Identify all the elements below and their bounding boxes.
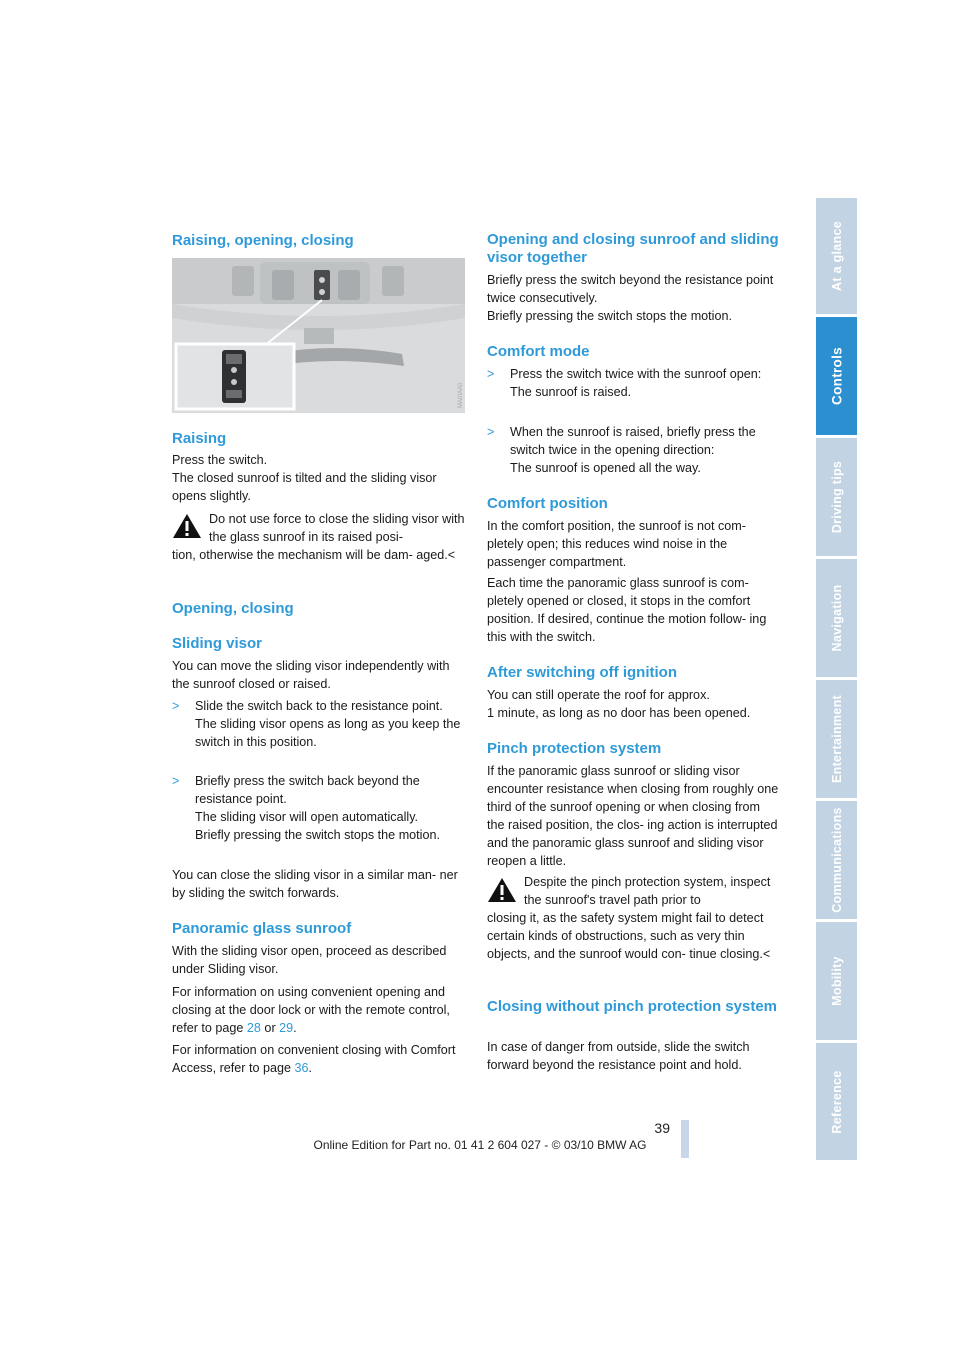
list-item-text: Slide the switch back to the resistance point. The sliding visor opens as long as you keep the switch in this position. xyxy=(195,699,461,749)
warning-pinch-protection xyxy=(487,873,779,963)
sliding-visor-intro: You can move the sliding visor independently with the sunroof closed or raised. xyxy=(172,659,450,691)
sunroof-switch-illustration xyxy=(172,258,465,413)
bullet-marker: > xyxy=(487,367,495,381)
raising-instruction: Press the switch. xyxy=(172,453,268,467)
tab-label: Navigation xyxy=(829,584,844,652)
closing-visor-text: You can close the sliding visor in a similar man- ner by sliding the switch forwards. xyxy=(172,868,458,900)
heading-pinch-protection: Pinch protection system xyxy=(487,740,662,757)
figure-code: MA0IAA0 xyxy=(458,382,464,408)
tab-driving-tips[interactable] xyxy=(816,438,857,556)
after-switching-off-text: You can still operate the roof for approx. 1 minute, as long as no door has been opened. xyxy=(487,688,751,720)
footer-edition: Online Edition for Part no. 01 41 2 604 027 - © 03/10 BMW AG xyxy=(313,1138,647,1152)
heading-closing-without-pinch: Closing without pinch protection system xyxy=(487,998,778,1015)
period: . xyxy=(308,1061,313,1075)
raising-description: The closed sunroof is tilted and the sliding visor opens slightly. xyxy=(172,471,437,503)
tab-at-a-glance[interactable] xyxy=(816,198,857,314)
warning-text-first: Despite the pinch protection system, inspect the sunroof's travel path prior to xyxy=(524,875,771,907)
together-text-2: Briefly pressing the switch stops the motion. xyxy=(487,309,732,323)
heading-comfort-position: Comfort position xyxy=(487,495,608,512)
list-item-text: Press the switch twice with the sunroof open: The sunroof is raised. xyxy=(510,367,762,399)
chapter-tabs xyxy=(816,198,857,1160)
warning-text-rest: tion, otherwise the mechanism will be dam- aged. xyxy=(172,548,448,562)
heading-comfort-mode: Comfort mode xyxy=(487,343,590,360)
heading-opening-closing-together: Opening and closing sunroof and sliding visor together xyxy=(487,231,779,266)
heading-panoramic-glass-sunroof: Panoramic glass sunroof xyxy=(172,920,352,937)
bullet-marker: > xyxy=(172,699,180,713)
period: . xyxy=(293,1021,297,1035)
tab-label: Entertainment xyxy=(829,695,844,783)
list-item-text: Briefly press the switch back beyond the resistance point. The sliding visor will open automatically. Briefly pressing the switch stops the motion. xyxy=(195,774,440,842)
panoramic-text-3-body: For information on convenient closing with Comfort Access, refer to page xyxy=(172,1043,456,1075)
together-text-1: Briefly press the switch beyond the resistance point twice consecutively. xyxy=(487,273,774,305)
tab-label: At a glance xyxy=(829,221,844,291)
tab-label: Driving tips xyxy=(829,460,844,534)
warning-text-rest: closing it, as the safety system might fail to detect certain kinds of obstructions, such as very thin objects, and the sunroof would con- tinue closing. xyxy=(487,911,764,961)
tab-controls[interactable] xyxy=(816,317,857,435)
tab-communications[interactable] xyxy=(816,801,857,919)
tab-label: Controls xyxy=(829,347,844,405)
tab-entertainment[interactable] xyxy=(816,680,857,798)
panoramic-text-2 xyxy=(172,983,465,1037)
page-link-28[interactable]: 28 xyxy=(246,1021,261,1035)
bullet-marker: > xyxy=(487,425,495,439)
overhead-console-image xyxy=(172,258,465,413)
tab-label: Communications xyxy=(829,807,844,913)
warning-sliding-visor xyxy=(172,510,465,564)
heading-opening-closing: Opening, closing xyxy=(172,600,294,617)
heading-after-switching-off: After switching off ignition xyxy=(487,664,677,681)
end-marker: < xyxy=(447,548,456,562)
list-item-text: When the sunroof is raised, briefly press the switch twice in the opening direction: The sunroof is opened all the way. xyxy=(510,425,756,475)
warning-text-first: Do not use force to close the sliding visor with the glass sunroof in its raised posi- xyxy=(209,512,465,544)
tab-navigation[interactable] xyxy=(816,559,857,677)
connector-text: or xyxy=(260,1021,280,1035)
tab-mobility[interactable] xyxy=(816,922,857,1040)
heading-raising-opening-closing: Raising, opening, closing xyxy=(172,232,354,249)
bullet-marker: > xyxy=(172,774,180,788)
page-link-29[interactable]: 29 xyxy=(279,1021,294,1035)
comfort-position-text-1: In the comfort position, the sunroof is not com- pletely open; this reduces wind noise in the passenger compartment. xyxy=(487,519,746,569)
tab-label: Mobility xyxy=(829,956,844,1006)
panoramic-text-3 xyxy=(172,1041,465,1077)
panoramic-text-1: With the sliding visor open, proceed as described under Sliding visor. xyxy=(172,944,447,976)
heading-raising: Raising xyxy=(172,430,227,447)
heading-sliding-visor: Sliding visor xyxy=(172,635,263,652)
panoramic-text-2-body: For information on using convenient opening and closing at the door lock or with the remote control, refer to page xyxy=(172,985,450,1035)
list-item xyxy=(172,772,465,844)
end-marker: < xyxy=(762,947,771,961)
comfort-position-text-2: Each time the panoramic glass sunroof is com- pletely opened or closed, it stops in the comfort position. If desired, continue the motion follow- ing this with the switch. xyxy=(487,576,767,644)
closing-without-pinch-text: In case of danger from outside, slide the switch forward beyond the resistance point and hold. xyxy=(487,1040,750,1072)
list-item xyxy=(487,365,779,401)
tab-label: Reference xyxy=(829,1069,844,1134)
list-item xyxy=(487,423,779,477)
list-item xyxy=(172,697,465,751)
page-number: 39 xyxy=(654,1120,670,1136)
page-link-36[interactable]: 36 xyxy=(294,1061,309,1075)
pinch-protection-text: If the panoramic glass sunroof or sliding visor encounter resistance when closing from roughly one third of the sunroof opening or when closing from the raised position, the clos- ing action is interrupted and the panoramic glass sunroof and sliding visor reopen a little. xyxy=(487,764,779,868)
